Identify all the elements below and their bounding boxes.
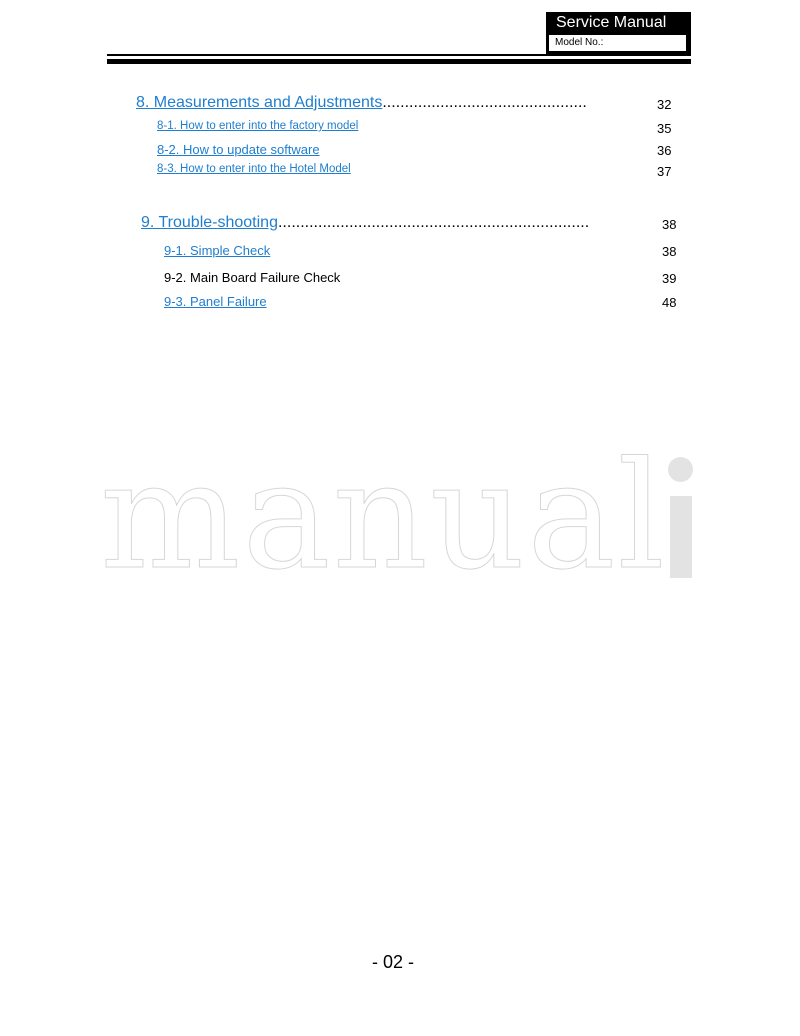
toc-item-8-2[interactable] [157, 142, 320, 157]
toc-item-9-1[interactable] [164, 243, 270, 258]
toc-item-9-3[interactable] [164, 294, 267, 309]
toc-page-number: 38 [662, 217, 677, 232]
toc-section-8[interactable] [136, 94, 587, 112]
watermark-logo: manual [100, 430, 667, 602]
toc-item-9-2 [164, 270, 340, 285]
toc-page-number: 32 [657, 97, 672, 112]
watermark-i-glyph [668, 457, 693, 482]
toc-page-number: 37 [657, 164, 672, 179]
toc-item-label: 9-2. Main Board Failure Check [164, 270, 341, 285]
toc-item-label[interactable]: 8-1. How to enter into the factory model [157, 120, 359, 132]
model-number-field: Model No.: [549, 35, 686, 51]
watermark-i-stem [670, 496, 692, 578]
toc-leader: .............................................. [382, 94, 587, 111]
toc-item-label[interactable]: 9-3. Panel Failure [164, 294, 267, 309]
toc-item-8-3[interactable] [157, 163, 351, 175]
page-footer [0, 952, 800, 973]
toc-item-label[interactable]: 9-1. Simple Check [164, 243, 271, 258]
toc-leader: ...................................................................... [277, 214, 590, 231]
toc-item-label[interactable]: 8-3. How to enter into the Hotel Model [157, 163, 351, 175]
toc-page-number: 36 [657, 143, 672, 158]
toc-page-number: 39 [662, 271, 677, 286]
header-rule-thin [107, 54, 691, 56]
header-rule-thick [107, 59, 691, 64]
toc-section-9[interactable] [141, 214, 589, 232]
toc-item-label[interactable]: 8-2. How to update software [157, 142, 320, 157]
page-number: - 02 - [371, 952, 414, 972]
toc-section-8-title[interactable]: 8. Measurements and Adjustments [136, 94, 383, 111]
toc-page-number: 35 [657, 121, 672, 136]
toc-page-number: 38 [662, 244, 677, 259]
header-title: Service Manual [556, 14, 667, 31]
toc-section-9-title[interactable]: 9. Trouble-shooting [141, 214, 278, 231]
toc-page-number: 48 [662, 295, 677, 310]
toc-item-8-1[interactable] [157, 120, 358, 132]
service-manual-header [546, 12, 691, 54]
